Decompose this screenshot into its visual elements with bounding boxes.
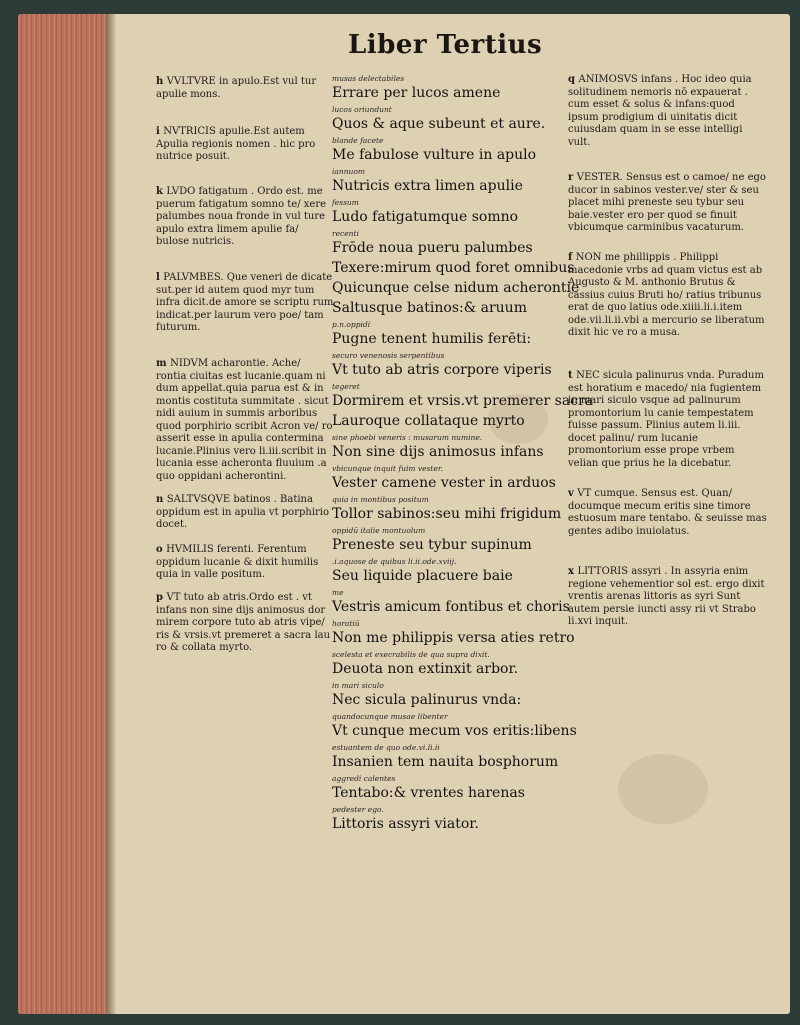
verse-line: Quos & aque subeunt et aure. bbox=[332, 116, 546, 132]
verse-line: Preneste seu tybur supinum bbox=[332, 537, 532, 553]
interlinear-note: tegeret bbox=[332, 382, 360, 391]
verse-line: Deuota non extinxit arbor. bbox=[332, 661, 519, 677]
interlinear-note: pedester ego. bbox=[332, 805, 384, 814]
verse-line: Insanien tem nauita bosphorum bbox=[332, 754, 559, 770]
interlinear-note: musas delectabiles bbox=[332, 74, 405, 83]
left-gloss bbox=[156, 544, 334, 582]
verse-line: Vt tuto ab atris corpore viperis bbox=[332, 362, 552, 378]
gloss-text: tuto ab atris.Ordo est . vt infans non sine dijs animosus dor mirem corpore tuto ab atris vipe/ ris & vrsis.vt premeret a sacra lau ro & collata myrto. bbox=[156, 592, 331, 653]
gloss-key: v bbox=[568, 488, 578, 499]
gloss-head: VESTER. bbox=[576, 172, 626, 183]
verse-line: Seu liquide placuere baie bbox=[332, 568, 513, 584]
verse-line: Tollor sabinos:seu mihi frigidum bbox=[332, 506, 562, 522]
right-gloss bbox=[568, 566, 768, 629]
left-gloss bbox=[156, 76, 334, 101]
right-gloss bbox=[568, 74, 768, 149]
verse-line: Texere:mirum quod foret omnibus bbox=[332, 260, 575, 276]
left-gloss bbox=[156, 494, 334, 532]
gloss-key: x bbox=[568, 566, 578, 577]
interlinear-note: vbicunque inquit fuim vester. bbox=[332, 464, 444, 473]
left-gloss bbox=[156, 126, 334, 164]
right-gloss bbox=[568, 252, 768, 340]
interlinear-note: recenti bbox=[332, 229, 359, 238]
interlinear-note: fessum bbox=[332, 198, 359, 207]
verse-line: Nec sicula palinurus vnda: bbox=[332, 692, 522, 708]
left-gloss bbox=[156, 358, 334, 483]
interlinear-note: me bbox=[332, 588, 344, 597]
gloss-head: HVMILIS bbox=[166, 544, 217, 555]
interlinear-note: quia in montibus positum bbox=[332, 495, 429, 504]
interlinear-note: securo venenosis serpentibus bbox=[332, 351, 445, 360]
gloss-head: VVLTVRE bbox=[166, 76, 219, 87]
verse-line: Me fabulose vulture in apulo bbox=[332, 147, 537, 163]
verse-line: Vt cunque mecum vos eritis:libens bbox=[332, 723, 577, 739]
verse-line: Non me philippis versa aties retro bbox=[332, 630, 575, 646]
gloss-text: ferenti. Ferentum oppidum lucanie & dixit humilis quia in valle positum. bbox=[156, 544, 319, 580]
gloss-text: Que veneri de dicate sut.per id autem quod myr tum infra dicit.de amore se scriptu rum indicat.per laurum vero poe/ tam futurum. bbox=[156, 272, 334, 333]
verse-line: Tentabo:& vrentes harenas bbox=[332, 785, 525, 801]
gloss-text: in apulo.Est vul tur apulie mons. bbox=[156, 76, 317, 100]
verse-line: Littoris assyri viator. bbox=[332, 816, 479, 832]
left-gloss bbox=[156, 272, 334, 335]
gloss-text: batinos . Batina oppidum est in apulia vt porphirio docet. bbox=[156, 494, 330, 530]
verse-line: Saltusque batinos:& aruum bbox=[332, 300, 527, 316]
right-gloss bbox=[568, 370, 768, 470]
gloss-key: h bbox=[156, 76, 167, 87]
gloss-head: NEC bbox=[576, 370, 603, 381]
gloss-key: n bbox=[156, 494, 167, 505]
gloss-key: k bbox=[156, 186, 167, 197]
verse-line: Pugne tenent humilis ferēti: bbox=[332, 331, 532, 347]
gloss-text: me phillippis . Philippi macedonie vrbs ad quam victus est ab Augusto & M. anthonio Brutus & cassius cuius Bruti ho/ ratius tribunus erat de quo latius ode.xiiii.li.i.item ode.vii.li.ii.vbi a mercurio se liberatum dixit hic ve ro a musa. bbox=[568, 252, 765, 338]
gloss-head: NON bbox=[575, 252, 605, 263]
gloss-text: sicula palinurus vnda. Puradum est horatium e macedo/ nia fugientem in mari siculo vsque ad palinurum promontorium lu canie tempestatem fuisse passum. Plinius autem li.iii. docet palinu/ rum lucanie promontorium esse prope vrbem velian que prius he la dicebatur. bbox=[568, 370, 764, 469]
gloss-key: l bbox=[156, 272, 164, 283]
interlinear-note: horatiū bbox=[332, 619, 360, 628]
gloss-key: t bbox=[568, 370, 577, 381]
left-gloss bbox=[156, 592, 334, 655]
page-edges bbox=[18, 14, 106, 1014]
interlinear-note: estuantem de quo ode.vi.li.ii bbox=[332, 743, 440, 752]
page-header: Liber Tertius bbox=[348, 30, 543, 60]
gloss-key: q bbox=[568, 74, 579, 85]
page-gutter bbox=[106, 14, 116, 1014]
gloss-head: PALVMBES. bbox=[163, 272, 227, 283]
book-page bbox=[18, 14, 790, 1014]
gloss-text: Sensus est o camoe/ ne ego ducor in sabinos vester.ve/ ster & seu placet mihi preneste seu tybur seu baie.vester ero per quod se finuit vbicumque carminibus vacaturum. bbox=[568, 172, 766, 233]
verse-line: Vester camene vester in arduos bbox=[332, 475, 556, 491]
interlinear-note: .i.aquose de quibus li.ii.ode.xviij. bbox=[332, 557, 457, 566]
interlinear-note: p.n.oppidi bbox=[332, 320, 371, 329]
interlinear-note: sine phoebi veneris : musarum numine. bbox=[332, 433, 483, 442]
verse-line: Frōde noua pueru palumbes bbox=[332, 240, 533, 256]
interlinear-note: iannuom bbox=[332, 167, 365, 176]
gloss-head: VT bbox=[577, 488, 595, 499]
verse-line: Dormirem et vrsis.vt premerer sacra bbox=[332, 393, 594, 409]
gloss-key: m bbox=[156, 358, 171, 369]
interlinear-note: aggredi calentes bbox=[332, 774, 396, 783]
verse-line: Nutricis extra limen apulie bbox=[332, 178, 523, 194]
verse-line: Vestris amicum fontibus et choris bbox=[332, 599, 570, 615]
gloss-head: SALTVSQVE bbox=[166, 494, 234, 505]
verse-line: Non sine dijs animosus infans bbox=[332, 444, 544, 460]
interlinear-note: lucos oriundunt bbox=[332, 105, 392, 114]
right-gloss bbox=[568, 488, 768, 538]
gloss-text: fatigatum . Ordo est. me puerum fatigatum somno te/ xere palumbes noua fronde in vul ture apulo extra limem apulie fa/ bulose nutricis. bbox=[156, 186, 327, 247]
paper-stain bbox=[618, 754, 708, 824]
interlinear-note: quandocunque musae libenter bbox=[332, 712, 448, 721]
gloss-head: NIDVM bbox=[170, 358, 212, 369]
gloss-head: LITTORIS bbox=[577, 566, 632, 577]
gloss-key: r bbox=[568, 172, 577, 183]
interlinear-note: oppidū italie montuolum bbox=[332, 526, 426, 535]
gloss-head: VT bbox=[166, 592, 184, 603]
gloss-text: acharontie. Ache/ rontia ciuitas est lucanie.quam ni dum appellat.quia parua est & in montis costituta summitate . sicut nidi auium in summis arboribus quod porphirio scribit Acron ve/ ro asserit esse in apulia contermina lucanie.Plinius vero li.iii.scribit in lucania esse acheronta fluuium .a quo oppidani acherontini. bbox=[156, 358, 333, 482]
gloss-key: o bbox=[156, 544, 167, 555]
left-gloss bbox=[156, 186, 334, 249]
gloss-key: f bbox=[568, 252, 576, 263]
gloss-key: p bbox=[156, 592, 167, 603]
gloss-text: cumque. Sensus est. Quan/ documque mecum eritis sine timore estuosum mare tentabo. & seuisse mas gentes adibo inuiolatus. bbox=[568, 488, 767, 537]
gloss-key: i bbox=[156, 126, 164, 137]
verse-line: Lauroque collataque myrto bbox=[332, 413, 525, 429]
gloss-head: LVDO bbox=[166, 186, 199, 197]
verse-line: Quicunque celse nidum acherontie bbox=[332, 280, 580, 296]
gloss-text: assyri . In assyria enim regione vehementior sol est. ergo dixit vrentis arenas littoris as syri Sunt autem persie iuncti assy rii vt Strabo li.xvi inquit. bbox=[568, 566, 765, 627]
gloss-head: NVTRICIS bbox=[163, 126, 220, 137]
interlinear-note: in mari siculo bbox=[332, 681, 384, 690]
gloss-text: apulie.Est autem Apulia regionis nomen . hic pro nutrice posuit. bbox=[156, 126, 316, 162]
right-gloss bbox=[568, 172, 768, 235]
verse-line: Ludo fatigatumque somno bbox=[332, 209, 519, 225]
gloss-head: ANIMOSVS bbox=[578, 74, 641, 85]
gloss-text: infans . Hoc ideo quia solitudinem nemoris nō expauerat . cum esset & solus & infans:quod ipsum prodigium di uinitatis dicit cuiusdam quam in se esse intelligi vult. bbox=[568, 74, 752, 148]
interlinear-note: blande facete bbox=[332, 136, 384, 145]
interlinear-note: scelesta et execrabilis de qua supra dixit. bbox=[332, 650, 490, 659]
verse-line: Errare per lucos amene bbox=[332, 85, 501, 101]
